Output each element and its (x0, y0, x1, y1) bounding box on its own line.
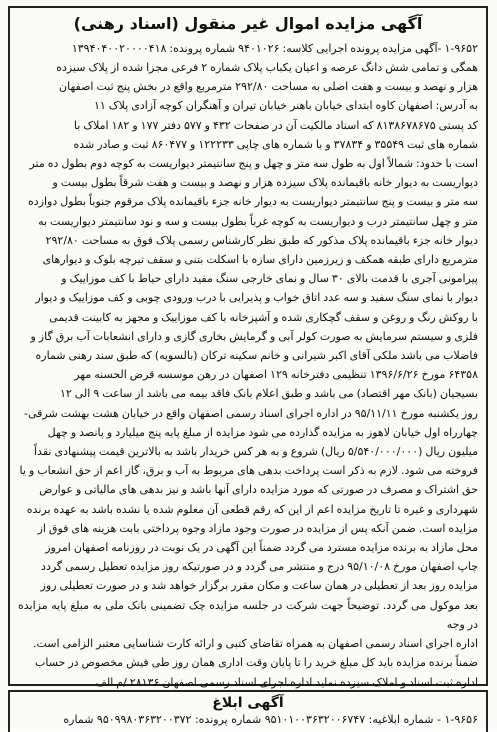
notice-line: چهارراه اول خیابان لاهوز به مزایده گذارده می شود مزایده از مبلغ پایه پنج میلیارد و پانصد و چهل (47, 425, 478, 439)
notice-line: همگی و تمامی شش دانگ عرصه و اعیان یکباب پلاک شماره ۲ فرعی مجزا شده از پلاک سیزده (56, 61, 478, 74)
auction-notice (8, 6, 488, 689)
next-notice (8, 690, 488, 732)
notice-line: ضمناً برنده مزایده باید کل مبلغ خرید را تا پایان وقت اداری همان روز طی فیش مخصوص در حساب (35, 656, 478, 670)
notice-line: مترمربع دارای طبقه همکف و زیرزمین دارای سازه با اسکلت بتنی و سقف تیرچه بلوک و دیوارهای (42, 253, 478, 267)
notice-body (18, 39, 478, 692)
notice-line: پیرامونی آجری با قدمت بالای ۳۰ سال و نمای خارجی سنگ مفید دارای حیاط با کف موزاییک و (61, 272, 478, 286)
notice-line: دیواریست به دیوار خانه باقیمانده پلاک سیزده هزار و نهصد و بیست و هفت شرقاً بطول بیست و (52, 176, 478, 190)
notice-line: شماره های ثبت ۳۵۵۴۹ و ۳۷۸۳۴ و با شماره های چاپی ۱۲۲۲۳۳ و ۸۶۰۴۷۷ ثبت و صادر شده (73, 137, 478, 151)
notice-line: فروخته می شود. لازم به ذکر است پرداخت بدهی های مربوط به آب و برق، گاز اعم از حق انشعاب و یا (19, 464, 478, 478)
notice-line: بسیجیان (بانک مهر اقتصاد) می باشد و طبق اعلام بانک فاقد بیمه می باشد از ساعت ۹ الی ۱۲ (59, 387, 478, 401)
notice-line: محل مازاد به برنده مزایده مسترد می گردد ضمناً این آگهی در یک نوبت در روزنامه اصفهان امروز (45, 541, 478, 555)
notice-line: کد پستی ۸۱۳۸۶۷۸۶۷۵ که اسناد مالکیت آن در صفحات ۴۳۲ و ۵۷۷ دفتر ۱۷۷ و ۱۸۲ املاک با (73, 118, 478, 132)
notice-title: آگهی مزایده اموال غیر منقول (اسناد رهنی) (73, 14, 423, 33)
notice-line: ۱-۹۶۵۲ -آگهی مزایده پرونده اجرایی کلاسه: ۹۴۰۱۰۲۶ شماره پرونده: ۱۳۹۴۰۴۰۰۲۰۰۰۰۴۱۸ (71, 41, 478, 55)
notice-line: روز یکشنبه مورخ ۹۵/۱۱/۱۱ در اداره اجرای اسناد رسمی اصفهان واقع در خیابان هشت بهشت شرقی- (24, 406, 478, 420)
notice-line: میلیون ریال (۵/۵۴۰/۰۰۰/۰۰۰ ریال) شروع و به هر کس خریدار باشد به بالاترین قیمت پیشنهادی نقداً (34, 445, 478, 459)
notice-line: است با حدود: شمالاً اول به طول سه متر و چهل و پنج سانتیمتر دیواریست به کوچه دوم بطول ده متر (29, 157, 478, 171)
notice-line: هزار و نهصد و بیست و هفت اصلی به مساحت ۲۹۲/۸۰ مترمربع واقع در بخش پنج ثبت اصفهان (59, 80, 478, 94)
notice-line: شهرداری و غیره تا تاریخ مزایده اعم از این که رقم قطعی آن معلوم شده یا نشده باشد به عهده برنده (26, 502, 478, 516)
next-notice-line: ۱-۹۶۵۶ - شماره ابلاغیه: ۹۵۱۰۱۰۰۳۶۳۲۰۰۶۷۴۷ شماره پرونده: ۹۵۰۹۹۸۰۳۶۳۲۰۰۳۷۲ شماره (63, 713, 478, 726)
notice-line: دیوار با نمای سنگ سفید و سه عدد اتاق خواب و پذیرایی با درب ورودی چوبی و کف موزاییک و دیوار (35, 291, 478, 305)
notice-line: فلزی و سیستم سرمایش به صورت کولر آبی و گرمایش بخاری گازی و دارای انشعابات آب برق گاز و (30, 329, 478, 343)
notice-line: مزایده روز بعد از تعطیلی در همان ساعت و مکان مقرر برگزار خواهد شد و در صورت تعطیلی روز (40, 579, 478, 593)
notice-line: متر و چهل سانتیمتر درب و دیواریست به کوچه غرباً بطول بیست و سه و نود سانتیمتر دیواریست به (38, 214, 478, 228)
notice-line: با روکش رنگ و روغن و سقف گچکاری شده و آشپزخانه با کف موزاییک و مجهز به کابینت قدیمی (49, 310, 478, 324)
notice-line: سه متر و بیست و پنج سانتیمتر دیواریست به دیوار خانه جزء باقیمانده پلاک مرقوم جنوباً بطول دوازده (28, 195, 478, 209)
notice-line: مزایده است. ضمن آنکه پس از مزایده در صورت وجود مازاد وجوه پرداختی بابت هزینه های فوق از (37, 521, 478, 535)
notice-line: دیوار خانه جزء باقیمانده پلاک مذکور که طبق نظر کارشناس رسمی پلاک فوق به مساحت ۲۹۲/۸۰ (45, 233, 478, 247)
notice-line: چاپ اصفهان مورخ ۹۵/۱۰/۰۸ درج و منتشر می گردد و در صورتیکه روز مزایده تعطیل رسمی گردد (41, 560, 478, 574)
notice-line: حق اشتراک و مصرف در صورتی که مورد مزایده دارای آنها باشد و نیز بدهی های مالیاتی و عوارض (39, 483, 478, 497)
notice-line: اداره ثبت اسناد و املاک سیزده نماید اداره اجرای اسناد رسمی اصفهان ۲۸۱۳۶ /م الف (95, 675, 478, 689)
notice-line: ۶۴۳۵۸ مورخ ۱۳۹۶/۶/۲۶ تنظیمی دفترخانه ۱۲۹ اصفهان در رهن موسسه قرض الحسنه مهر (74, 368, 478, 382)
notice-line: فاضلاب می باشد ملکی آقای اکبر شیرانی و خانم سکینه ترکان (بالسویه) که طبق سند رهنی شماره (35, 349, 478, 363)
next-notice-title: آگهی ابلاغ (212, 695, 284, 711)
notice-line: اداره اجرای اسناد رسمی اصفهان به همراه تقاضای کتبی و ارائه کارت شناسایی معتبر الزامی است. (32, 637, 478, 651)
notice-line: بعد موکول می گردد. توضیحاً جهت شرکت در جلسه مزایده چک تضمینی بانک ملی به مبلغ پایه مزایده در وجه (18, 598, 478, 631)
notice-line: به آدرس: اصفهان کاوه ابتدای خیابان باهنر خیابان تیران و آهنگران کوچه آزادی پلاک ۱۱ (93, 99, 478, 113)
